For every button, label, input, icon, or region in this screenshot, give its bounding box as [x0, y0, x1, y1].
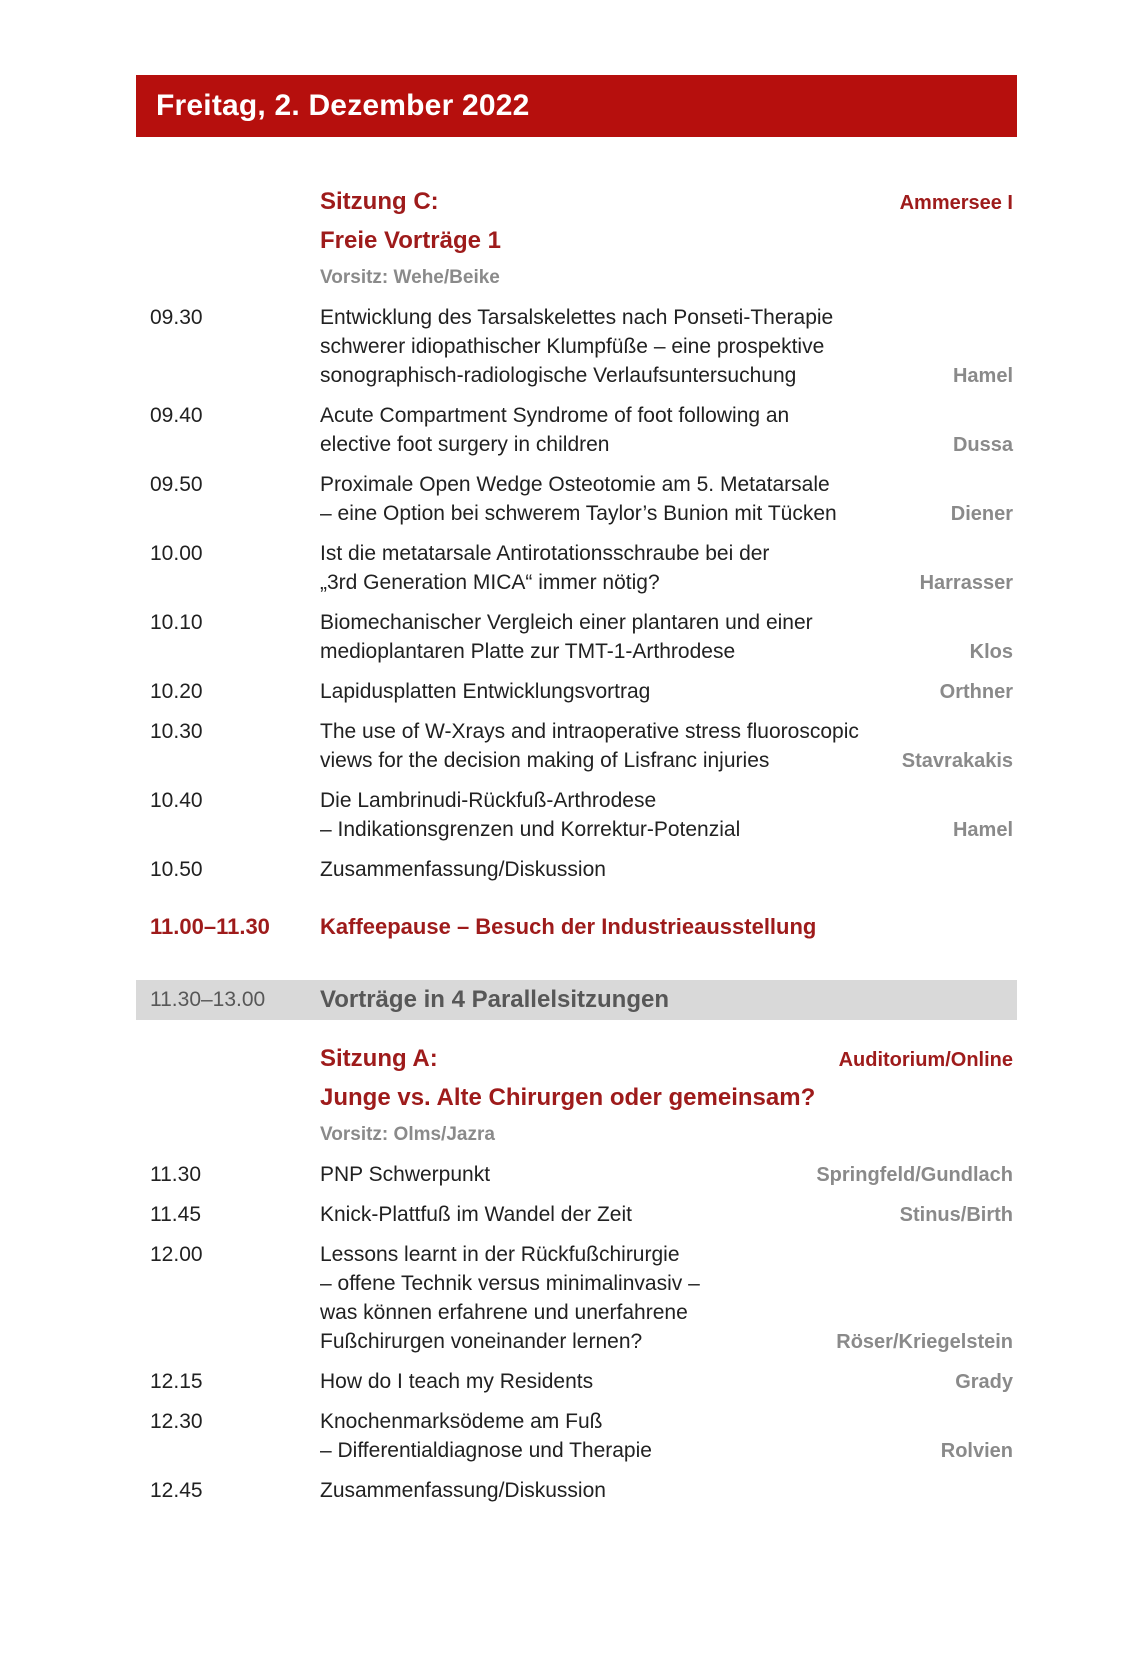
session-a-header [136, 1040, 1017, 1147]
talk-title-line: Fußchirurgen voneinander lernen? [320, 1330, 643, 1353]
session-c-title: Sitzung C: [320, 188, 439, 215]
talk-line [320, 303, 1017, 332]
talk-row [136, 717, 1017, 776]
talk-line [320, 677, 1017, 707]
talk-row [136, 1240, 1017, 1357]
talk-time: 09.30 [150, 306, 203, 329]
coffee-break-time: 11.00–11.30 [150, 914, 270, 939]
talk-title-line: Zusammenfassung/Diskussion [320, 1479, 606, 1502]
talk-time: 10.40 [150, 789, 203, 812]
talk-speaker: Dussa [952, 434, 1013, 456]
talk-line [320, 499, 1017, 529]
talk-line [320, 855, 1017, 884]
talk-line [320, 539, 1017, 568]
talk-title-line: – eine Option bei schwerem Taylor’s Bunion mit Tücken [320, 502, 837, 525]
talk-row [136, 1407, 1017, 1466]
session-c-header [136, 183, 1017, 290]
session-a-talk-list [136, 1160, 1017, 1505]
talk-time: 11.30 [150, 1163, 201, 1186]
talk-body [320, 1367, 1017, 1397]
talk-title-line: How do I teach my Residents [320, 1370, 594, 1393]
talk-line [320, 1298, 1017, 1327]
talk-body [320, 855, 1017, 884]
talk-body [320, 1160, 1017, 1190]
talk-speaker: Diener [950, 503, 1013, 525]
talk-title-line: Acute Compartment Syndrome of foot following an [320, 404, 790, 427]
program-page [0, 75, 1128, 1676]
talk-row [136, 303, 1017, 391]
talk-title-line: Die Lambrinudi-Rückfuß-Arthrodese [320, 789, 657, 812]
session-c-title-row [320, 183, 1017, 222]
talk-time: 10.20 [150, 680, 203, 703]
talk-title-line: Knochenmarksödeme am Fuß [320, 1410, 603, 1433]
talk-speaker: Hamel [952, 819, 1013, 841]
talk-line [320, 568, 1017, 598]
talk-line [320, 1407, 1017, 1436]
talk-title-line: Lessons learnt in der Rückfußchirurgie [320, 1243, 680, 1266]
talk-line [320, 1476, 1017, 1505]
talk-body [320, 401, 1017, 460]
session-c-talk-list [136, 303, 1017, 884]
parallel-sessions-banner [136, 980, 1017, 1020]
talk-row [136, 608, 1017, 667]
talk-body [320, 1200, 1017, 1230]
session-a-subtitle: Junge vs. Alte Chirurgen oder gemeinsam? [320, 1084, 816, 1111]
talk-title-line: Proximale Open Wedge Osteotomie am 5. Metatarsale [320, 473, 830, 496]
talk-row [136, 677, 1017, 707]
talk-line [320, 1436, 1017, 1466]
talk-line [320, 1367, 1017, 1397]
talk-line [320, 332, 1017, 361]
talk-time: 12.30 [150, 1410, 203, 1433]
talk-speaker: Springfeld/Gundlach [816, 1164, 1013, 1186]
talk-title-line: The use of W-Xrays and intraoperative stress fluoroscopic [320, 720, 859, 743]
talk-time: 10.30 [150, 720, 203, 743]
talk-title-line: Ist die metatarsale Antirotationsschraube bei der [320, 542, 770, 565]
talk-time: 12.15 [150, 1370, 203, 1393]
talk-title-line: Knick-Plattfuß im Wandel der Zeit [320, 1203, 632, 1226]
talk-row [136, 470, 1017, 529]
session-a-title: Sitzung A: [320, 1045, 438, 1072]
coffee-break-row [136, 912, 1017, 942]
talk-title-line: – Indikationsgrenzen und Korrektur-Potenzial [320, 818, 741, 841]
talk-title-line: – Differentialdiagnose und Therapie [320, 1439, 652, 1462]
talk-body [320, 786, 1017, 845]
talk-title-line: PNP Schwerpunkt [320, 1163, 491, 1186]
talk-row [136, 1367, 1017, 1397]
talk-row [136, 855, 1017, 884]
talk-row [136, 401, 1017, 460]
talk-line [320, 1269, 1017, 1298]
talk-body [320, 539, 1017, 598]
talk-line [320, 361, 1017, 391]
talk-body [320, 1240, 1017, 1357]
talk-speaker: Stavrakakis [901, 750, 1013, 772]
talk-title-line: Zusammenfassung/Diskussion [320, 858, 606, 881]
talk-title-line: views for the decision making of Lisfranc injuries [320, 749, 770, 772]
talk-title-line: „3rd Generation MICA“ immer nötig? [320, 571, 660, 594]
talk-speaker: Klos [969, 641, 1013, 663]
talk-line [320, 637, 1017, 667]
talk-line [320, 1200, 1017, 1230]
talk-time: 09.40 [150, 404, 203, 427]
talk-line [320, 717, 1017, 746]
day-banner-title: Freitag, 2. Dezember 2022 [156, 89, 530, 122]
session-c-subtitle: Freie Vorträge 1 [320, 227, 501, 254]
talk-body [320, 1476, 1017, 1505]
talk-row [136, 1160, 1017, 1190]
talk-time: 12.00 [150, 1243, 203, 1266]
talk-line [320, 1327, 1017, 1357]
talk-body [320, 1407, 1017, 1466]
talk-speaker: Orthner [939, 681, 1013, 703]
talk-title-line: medioplantaren Platte zur TMT-1-Arthrodese [320, 640, 736, 663]
session-a-room: Auditorium/Online [838, 1049, 1013, 1071]
talk-body [320, 677, 1017, 707]
talk-line [320, 470, 1017, 499]
talk-body [320, 303, 1017, 391]
talk-line [320, 1240, 1017, 1269]
coffee-break-label: Kaffeepause – Besuch der Industrieausstellung [320, 914, 817, 939]
talk-row [136, 786, 1017, 845]
talk-title-line: – offene Technik versus minimalinvasiv – [320, 1272, 700, 1295]
talk-time: 12.45 [150, 1479, 203, 1502]
talk-time: 10.50 [150, 858, 203, 881]
session-a-chair: Vorsitz: Olms/Jazra [320, 1124, 495, 1145]
talk-body [320, 717, 1017, 776]
talk-row [136, 539, 1017, 598]
talk-line [320, 430, 1017, 460]
session-c-chair: Vorsitz: Wehe/Beike [320, 267, 500, 288]
talk-speaker: Röser/Kriegelstein [836, 1331, 1013, 1353]
talk-speaker: Stinus/Birth [899, 1204, 1013, 1226]
talk-body [320, 470, 1017, 529]
talk-line [320, 608, 1017, 637]
talk-row [136, 1200, 1017, 1230]
talk-title-line: schwerer idiopathischer Klumpfüße – eine prospektive [320, 335, 825, 358]
program-content [136, 183, 1017, 1505]
talk-title-line: Lapidusplatten Entwicklungsvortrag [320, 680, 651, 703]
talk-time: 11.45 [150, 1203, 201, 1226]
talk-body [320, 608, 1017, 667]
talk-title-line: Biomechanischer Vergleich einer plantaren und einer [320, 611, 813, 634]
talk-time: 10.00 [150, 542, 203, 565]
talk-time: 10.10 [150, 611, 203, 634]
talk-speaker: Rolvien [940, 1440, 1013, 1462]
talk-title-line: was können erfahrene und unerfahrene [320, 1301, 688, 1324]
talk-speaker: Grady [955, 1371, 1013, 1393]
talk-line [320, 815, 1017, 845]
parallel-sessions-time: 11.30–13.00 [150, 988, 266, 1011]
talk-speaker: Harrasser [919, 572, 1013, 594]
talk-row [136, 1476, 1017, 1505]
talk-title-line: sonographisch-radiologische Verlaufsuntersuchung [320, 364, 797, 387]
day-banner [136, 75, 1017, 137]
session-a-title-row [320, 1040, 1017, 1079]
talk-line [320, 786, 1017, 815]
talk-line [320, 746, 1017, 776]
talk-line [320, 401, 1017, 430]
talk-title-line: Entwicklung des Tarsalskelettes nach Ponseti-Therapie [320, 306, 834, 329]
session-c-room: Ammersee I [899, 192, 1013, 214]
parallel-sessions-label: Vorträge in 4 Parallelsitzungen [320, 986, 669, 1013]
talk-speaker: Hamel [952, 365, 1013, 387]
talk-title-line: elective foot surgery in children [320, 433, 610, 456]
talk-line [320, 1160, 1017, 1190]
talk-time: 09.50 [150, 473, 203, 496]
